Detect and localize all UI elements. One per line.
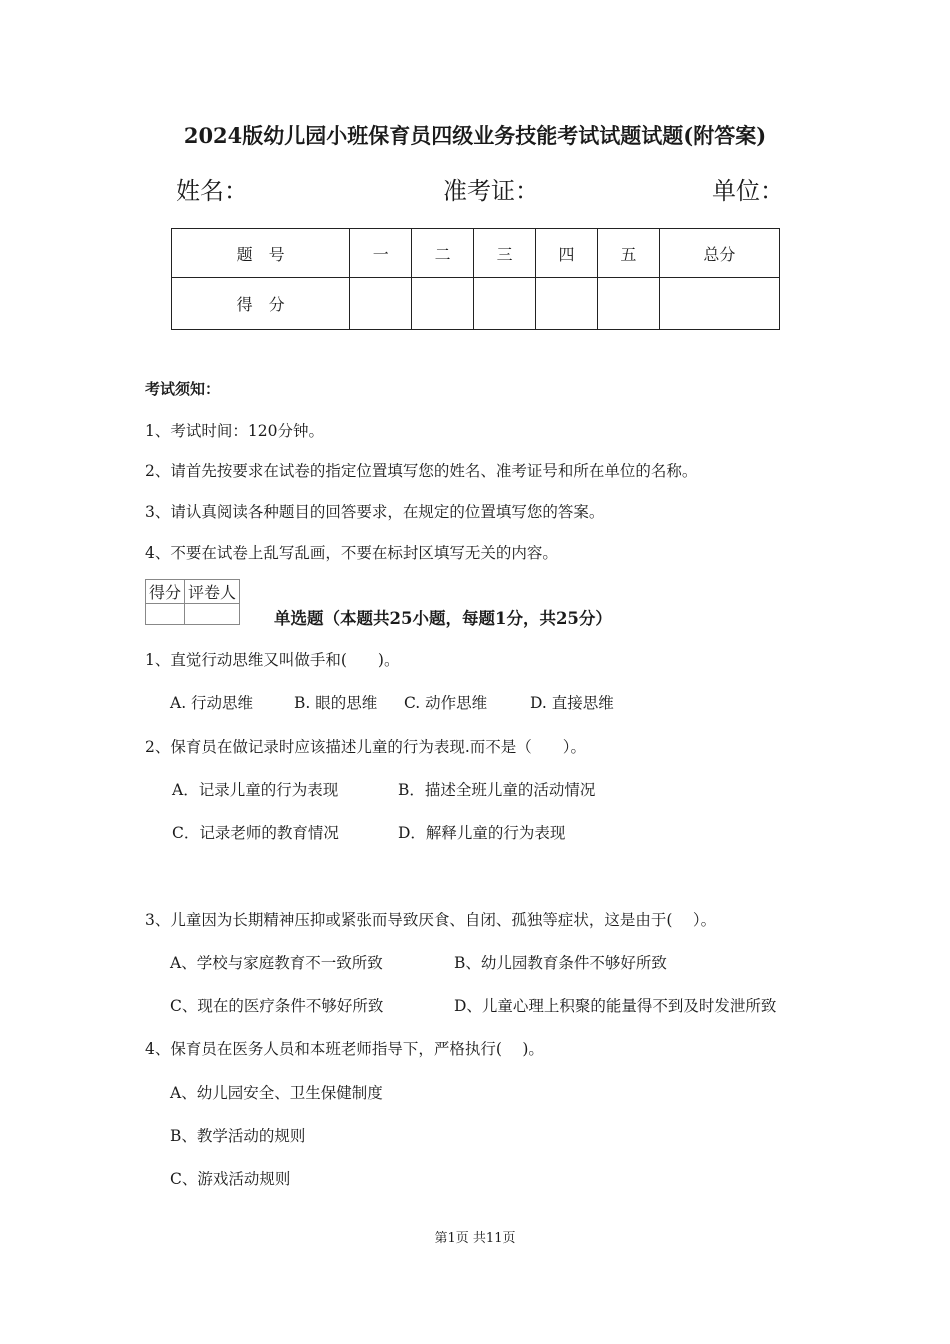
score-header-cell: 四 <box>536 229 598 278</box>
score-header-label: 题 号 <box>172 229 350 278</box>
question-option: C、游戏活动规则 <box>170 1170 291 1188</box>
grader-score-label: 得分 <box>146 580 185 604</box>
score-cell[interactable] <box>474 278 536 330</box>
question-option: A．记录儿童的行为表现 <box>172 781 339 799</box>
score-cell[interactable] <box>597 278 659 330</box>
score-header-cell: 二 <box>412 229 474 278</box>
notice-item: 2、请首先按要求在试卷的指定位置填写您的姓名、准考证号和所在单位的名称。 <box>145 462 698 480</box>
question-option: A、学校与家庭教育不一致所致 <box>170 954 383 972</box>
score-cell[interactable] <box>659 278 779 330</box>
question-text: 2、保育员在做记录时应该描述儿童的行为表现.而不是（ ）。 <box>145 738 587 756</box>
grader-reviewer-cell[interactable] <box>185 604 240 625</box>
question-option: B．描述全班儿童的活动情况 <box>398 781 596 799</box>
notice-heading: 考试须知： <box>145 380 221 398</box>
question-option: C．记录老师的教育情况 <box>172 824 339 842</box>
unit-field-label: 单位： <box>712 177 784 205</box>
notice-item: 4、不要在试卷上乱写乱画，不要在标封区填写无关的内容。 <box>145 544 558 562</box>
grader-score-cell[interactable] <box>146 604 185 625</box>
page-title: 2024版幼儿园小班保育员四级业务技能考试试题试题(附答案) <box>183 123 767 148</box>
score-header-cell: 一 <box>350 229 412 278</box>
score-table-header-row <box>172 229 780 278</box>
question-option: C. 动作思维 <box>404 694 488 712</box>
question-option: C、现在的医疗条件不够好所致 <box>170 997 384 1015</box>
score-header-cell: 五 <box>597 229 659 278</box>
score-cell[interactable] <box>536 278 598 330</box>
score-cell[interactable] <box>350 278 412 330</box>
score-header-cell: 总分 <box>659 229 779 278</box>
notice-item: 1、考试时间：120分钟。 <box>145 422 324 440</box>
notice-item: 3、请认真阅读各种题目的回答要求，在规定的位置填写您的答案。 <box>145 503 605 521</box>
question-option: D．解释儿童的行为表现 <box>398 824 566 842</box>
question-text: 1、直觉行动思维又叫做手和( )。 <box>145 651 400 669</box>
score-header-cell: 三 <box>474 229 536 278</box>
grader-reviewer-label: 评卷人 <box>185 580 240 604</box>
grader-box <box>145 579 240 625</box>
score-cell[interactable] <box>412 278 474 330</box>
question-text: 4、保育员在医务人员和本班老师指导下，严格执行( )。 <box>145 1040 544 1058</box>
exam-id-field-label: 准考证： <box>443 177 539 205</box>
question-option: A、幼儿园安全、卫生保健制度 <box>170 1084 383 1102</box>
question-option: B. 眼的思维 <box>294 694 378 712</box>
question-option: B、幼儿园教育条件不够好所致 <box>454 954 667 972</box>
section-title: 单选题（本题共25小题，每题1分，共25分） <box>274 609 612 628</box>
score-table-score-row <box>172 278 780 330</box>
question-option: B、教学活动的规则 <box>170 1127 306 1145</box>
question-text: 3、儿童因为长期精神压抑或紧张而导致厌食、自闭、孤独等症状，这是由于( ）。 <box>145 911 717 929</box>
question-option: A. 行动思维 <box>170 694 254 712</box>
name-field-label: 姓名： <box>176 177 248 205</box>
question-option: D、儿童心理上积聚的能量得不到及时发泄所致 <box>454 997 777 1015</box>
page-footer: 第1页 共11页 <box>434 1231 516 1246</box>
question-option: D. 直接思维 <box>530 694 614 712</box>
score-table <box>171 228 780 330</box>
score-row-label: 得 分 <box>172 278 350 330</box>
